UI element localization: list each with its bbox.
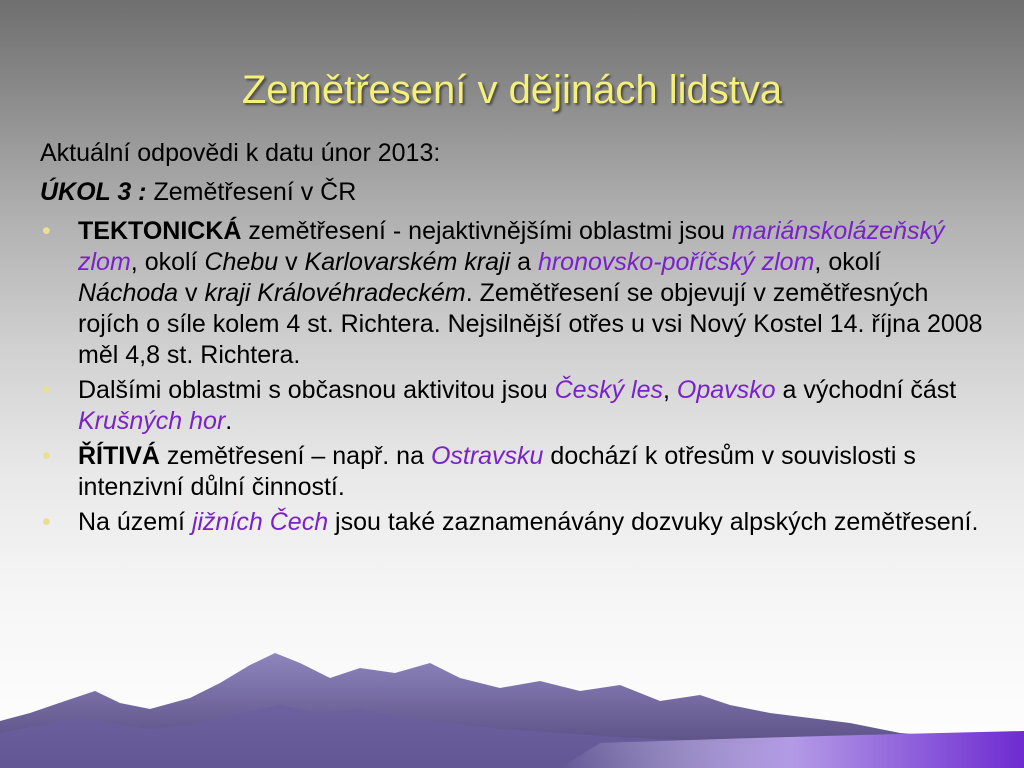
bullet-icon: •: [42, 217, 51, 245]
highlighted-term: Krušných hor: [78, 407, 226, 435]
bullet-text: v: [278, 248, 305, 276]
task-topic: Zemětřesení v ČR: [146, 178, 357, 206]
slide-title: Zemětřesení v dějinách lidstva: [241, 68, 783, 112]
task-label: ÚKOL 3 :: [40, 178, 147, 206]
bullet-text: a východní část: [775, 376, 957, 404]
highlighted-term: Český les: [554, 376, 663, 404]
highlighted-term: Ostravsku: [430, 442, 544, 470]
bullet-icon: •: [42, 442, 51, 470]
slide-content: [40, 138, 985, 542]
bullet-text: kraji Královéhradeckém: [204, 279, 466, 307]
bullet-icon: •: [42, 508, 51, 536]
bullet-text: Náchoda: [78, 279, 179, 307]
bullet-text: dochází k otřesům v souvislosti s intenzivní důlní činností.: [78, 442, 916, 501]
bullet-list: [40, 216, 985, 538]
highlighted-term: jižních Čech: [191, 508, 329, 536]
highlighted-term: hronovsko-poříčský zlom: [537, 248, 815, 276]
highlighted-term: Opavsko: [676, 376, 776, 404]
bullet-text: Dalšími oblastmi s občasnou aktivitou jsou: [78, 376, 555, 404]
bullet-text: . Zemětřesení se objevují v zemětřesných rojích o síle kolem 4 st. Richtera. Nejsilnější otřes u vsi Nový Kostel 14. října 2008 měl 4,8 st. Richtera.: [78, 279, 983, 369]
bullet-text: , okolí: [130, 248, 205, 276]
bullet-text: zemětřesení – např. na: [159, 442, 431, 470]
task-line: [40, 177, 985, 208]
bullet-text: zemětřesení - nejaktivnějšími oblastmi jsou: [241, 217, 732, 245]
bullet-text: Karlovarském kraji: [304, 248, 511, 276]
bullet-text: v: [178, 279, 205, 307]
bullet-text: ŘÍTIVÁ: [78, 442, 160, 470]
bullet-text: Chebu: [204, 248, 279, 276]
mountain-landscape: [0, 643, 1024, 768]
intro-line: Aktuální odpovědi k datu únor 2013:: [40, 139, 441, 167]
bullet-item: [40, 507, 985, 538]
highlighted-term: mariánskolázeňský zlom: [78, 217, 945, 276]
bullet-item: [40, 216, 985, 371]
bullet-text: ,: [662, 376, 677, 404]
bullet-text: a: [510, 248, 538, 276]
bullet-text: Na území: [78, 508, 192, 536]
bullet-text: .: [225, 407, 233, 435]
bullet-icon: •: [42, 376, 51, 404]
bullet-item: [40, 441, 985, 503]
bullet-item: [40, 375, 985, 437]
bullet-text: , okolí: [814, 248, 882, 276]
bullet-text: TEKTONICKÁ: [78, 217, 242, 245]
bullet-text: jsou také zaznamenávány dozvuky alpských zemětřesení.: [328, 508, 979, 536]
